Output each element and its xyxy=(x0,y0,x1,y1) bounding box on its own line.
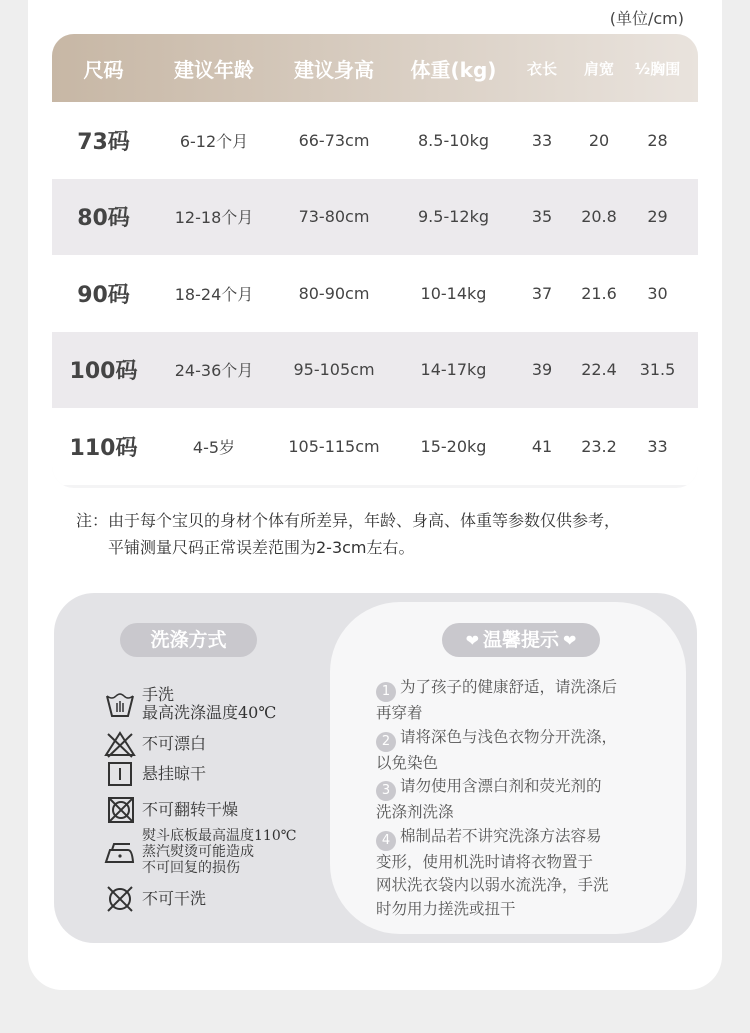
cell-shoulder: 21.6 xyxy=(581,283,617,303)
cell-chest: 30 xyxy=(647,283,668,303)
wash-item-no-tumble-dry xyxy=(104,796,238,824)
table-row xyxy=(52,102,698,179)
cell-length: 41 xyxy=(531,436,553,456)
cell-shoulder: 22.4 xyxy=(581,360,617,380)
wash-item-no-bleach xyxy=(104,730,206,758)
cell-weight: 9.5-12kg xyxy=(418,207,489,227)
wash-item-line-dry xyxy=(104,760,206,788)
cell-height: 95-105cm xyxy=(293,360,375,380)
hand-wash-temp: 最高洗涤温度40℃ xyxy=(142,703,277,722)
cell-weight: 14-17kg xyxy=(420,360,487,380)
tip-number: 1 xyxy=(376,682,396,702)
cell-length: 37 xyxy=(531,283,553,303)
cell-weight: 8.5-10kg xyxy=(418,130,489,150)
cell-weight: 10-14kg xyxy=(420,283,487,303)
heart-icon: ❤ xyxy=(465,631,479,650)
cell-height: 80-90cm xyxy=(298,283,370,303)
table-row xyxy=(52,332,698,409)
cell-size: 100码 xyxy=(69,359,138,385)
cell-height: 66-73cm xyxy=(298,130,370,150)
cell-size: 110码 xyxy=(69,435,138,461)
tip-text: 棉制品若不讲究洗涤方法容易 xyxy=(400,826,602,845)
iron-warning-1: 蒸汽熨烫可能造成 xyxy=(142,844,254,860)
size-table-header xyxy=(52,34,698,102)
header-shoulder: 肩宽 xyxy=(583,59,614,78)
cell-shoulder: 23.2 xyxy=(581,436,617,456)
table-row xyxy=(52,179,698,256)
cell-chest: 29 xyxy=(647,207,668,227)
wash-item-no-dry-clean xyxy=(104,885,206,913)
no-dry-clean-icon xyxy=(104,885,136,913)
wash-item-hand-wash xyxy=(104,686,276,722)
cell-age: 6-12个月 xyxy=(179,131,249,151)
tip-text-cont: 洗涤剂洗涤 xyxy=(376,803,454,821)
no-tumble-dry-icon xyxy=(104,796,136,824)
note-line-1: 注：由于每个宝贝的身材个体有所差异，年龄、身高、体重等参数仅供参考， xyxy=(76,511,621,530)
tip-item xyxy=(376,726,676,776)
cell-length: 33 xyxy=(531,130,553,150)
wash-item-iron xyxy=(104,828,296,876)
table-row xyxy=(52,255,698,332)
cell-size: 80码 xyxy=(77,206,130,232)
size-table xyxy=(52,34,698,488)
header-chest: ½胸围 xyxy=(634,59,681,78)
no-tumble-dry-label: 不可翻转干燥 xyxy=(142,800,239,819)
cell-shoulder: 20 xyxy=(588,130,610,150)
header-length: 衣长 xyxy=(526,59,557,78)
heart-icon: ❤ xyxy=(563,631,577,650)
cell-age: 18-24个月 xyxy=(174,284,254,304)
iron-temp-label: 熨斗底板最高温度110℃ xyxy=(142,828,297,844)
header-height: 建议身高 xyxy=(294,57,374,82)
tip-text-cont: 变形，使用机洗时请将衣物置于 xyxy=(376,852,594,871)
size-note xyxy=(76,507,716,561)
unit-label: (单位/cm) xyxy=(609,9,684,28)
tip-text: 为了孩子的健康舒适，请洗涤后 xyxy=(400,678,618,696)
cell-length: 39 xyxy=(531,360,553,380)
note-line-2: 平铺测量尺码正常误差范围为2-3cm左右。 xyxy=(108,538,415,557)
line-dry-icon xyxy=(104,760,136,788)
header-age: 建议年龄 xyxy=(174,57,254,82)
cell-shoulder: 20.8 xyxy=(581,207,617,227)
no-bleach-icon xyxy=(104,730,136,758)
hand-wash-icon xyxy=(104,690,136,718)
cell-weight: 15-20kg xyxy=(420,436,487,456)
tips-list xyxy=(376,676,676,921)
no-dry-clean-label: 不可干洗 xyxy=(142,889,207,908)
tips-title: 温馨提示 xyxy=(482,629,559,651)
iron-icon xyxy=(104,838,136,866)
tip-number: 3 xyxy=(376,781,396,801)
cell-chest: 28 xyxy=(647,130,668,150)
tip-number: 2 xyxy=(376,732,396,752)
tip-text-cont: 再穿着 xyxy=(376,704,423,722)
cell-age: 24-36个月 xyxy=(174,361,254,381)
cell-height: 105-115cm xyxy=(288,436,380,456)
tip-text-cont: 时勿用力搓洗或扭干 xyxy=(376,899,516,918)
washing-title: 洗涤方式 xyxy=(120,623,257,657)
cell-chest: 33 xyxy=(647,436,668,456)
cell-age: 12-18个月 xyxy=(174,208,254,228)
tip-text-cont: 网状洗衣袋内以弱水流洗净，手洗 xyxy=(376,876,609,894)
cell-size: 90码 xyxy=(77,282,130,308)
iron-warning-2: 不可回复的损伤 xyxy=(142,860,240,876)
tip-item xyxy=(376,775,676,825)
header-weight: 体重(kg) xyxy=(410,57,497,82)
tip-text: 请勿使用含漂白剂和荧光剂的 xyxy=(400,777,602,795)
cell-height: 73-80cm xyxy=(298,207,370,227)
tip-text-cont: 以免染色 xyxy=(376,753,439,772)
no-bleach-label: 不可漂白 xyxy=(142,734,207,753)
hand-wash-label: 手洗 xyxy=(142,685,175,704)
cell-age: 4-5岁 xyxy=(192,437,236,457)
tip-text: 请将深色与浅色衣物分开洗涤， xyxy=(400,727,618,746)
cell-size: 73码 xyxy=(77,129,130,155)
tip-number: 4 xyxy=(376,831,396,851)
cell-length: 35 xyxy=(531,207,553,227)
tip-item xyxy=(376,676,676,726)
header-size: 尺码 xyxy=(83,57,124,82)
tips-title-pill xyxy=(442,623,600,657)
cell-chest: 31.5 xyxy=(639,360,676,380)
line-dry-label: 悬挂晾干 xyxy=(142,764,207,783)
table-row xyxy=(52,408,698,485)
tip-item xyxy=(376,825,676,922)
